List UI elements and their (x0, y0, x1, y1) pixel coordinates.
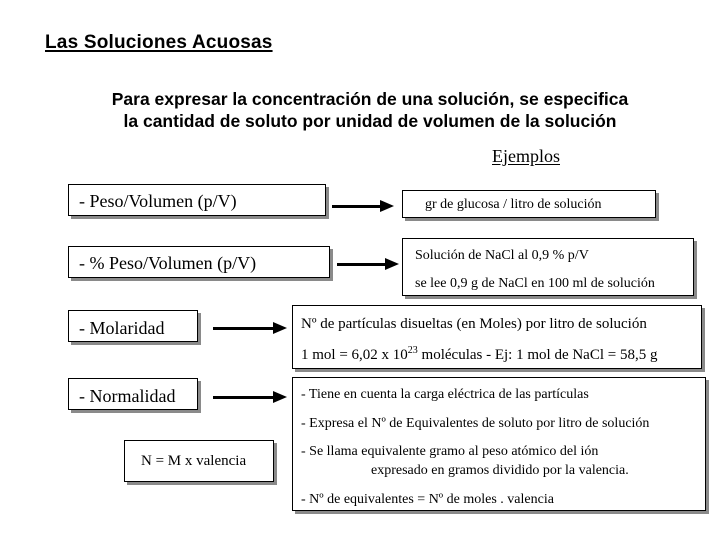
page-title: Las Soluciones Acuosas (45, 32, 273, 53)
subtitle (40, 88, 700, 132)
normalidad-line-1: - Tiene en cuenta la carga eléctrica de las partículas (301, 387, 589, 402)
normalidad-line-3b: expresado en gramos dividido por la valencia. (371, 463, 629, 478)
porcentaje-label: - % Peso/Volumen (p/V) (79, 253, 257, 273)
porcentaje-line-2: se lee 0,9 g de NaCl en 100 ml de solución (415, 276, 655, 291)
peso-volumen-example: gr de glucosa / litro de solución (425, 197, 602, 212)
examples-heading: Ejemplos (492, 146, 560, 166)
molaridad-label: - Molaridad (79, 318, 165, 338)
molaridad-line-2: 1 mol = 6,02 x $10^{23}$ moléculas - Ej: 1 mol de NaCl = 58,5 g (301, 345, 658, 363)
normalidad-line-3a: - Se llama equivalente gramo al peso atómico del ión (301, 444, 599, 459)
molaridad-example-box (292, 305, 702, 369)
normalidad-label: - Normalidad (79, 386, 176, 406)
normalidad-example-box (292, 377, 706, 511)
porcentaje-example-box (402, 238, 694, 296)
porcentaje-line-1: Solución de NaCl al 0,9 % p/V (415, 248, 589, 263)
normalidad-formula-box (124, 440, 274, 482)
porcentaje-box (68, 246, 330, 278)
normalidad-line-2: - Expresa el Nº de Equivalentes de soluto por litro de solución (301, 416, 650, 431)
normalidad-formula: N = M x valencia (141, 453, 247, 469)
molaridad-line-1: Nº de partículas disueltas (en Moles) por litro de solución (301, 316, 647, 332)
subtitle-line-1: Para expresar la concentración de una solución, se especifica (111, 89, 629, 109)
peso-volumen-label: - Peso/Volumen (p/V) (79, 191, 237, 211)
normalidad-line-4: - Nº de equivalentes = Nº de moles . valencia (301, 492, 554, 507)
subtitle-line-2: la cantidad de soluto por unidad de volumen de la solución (123, 111, 617, 131)
molaridad-box (68, 310, 198, 342)
normalidad-box (68, 378, 198, 410)
peso-volumen-example-box (402, 190, 656, 218)
peso-volumen-box (68, 184, 326, 216)
